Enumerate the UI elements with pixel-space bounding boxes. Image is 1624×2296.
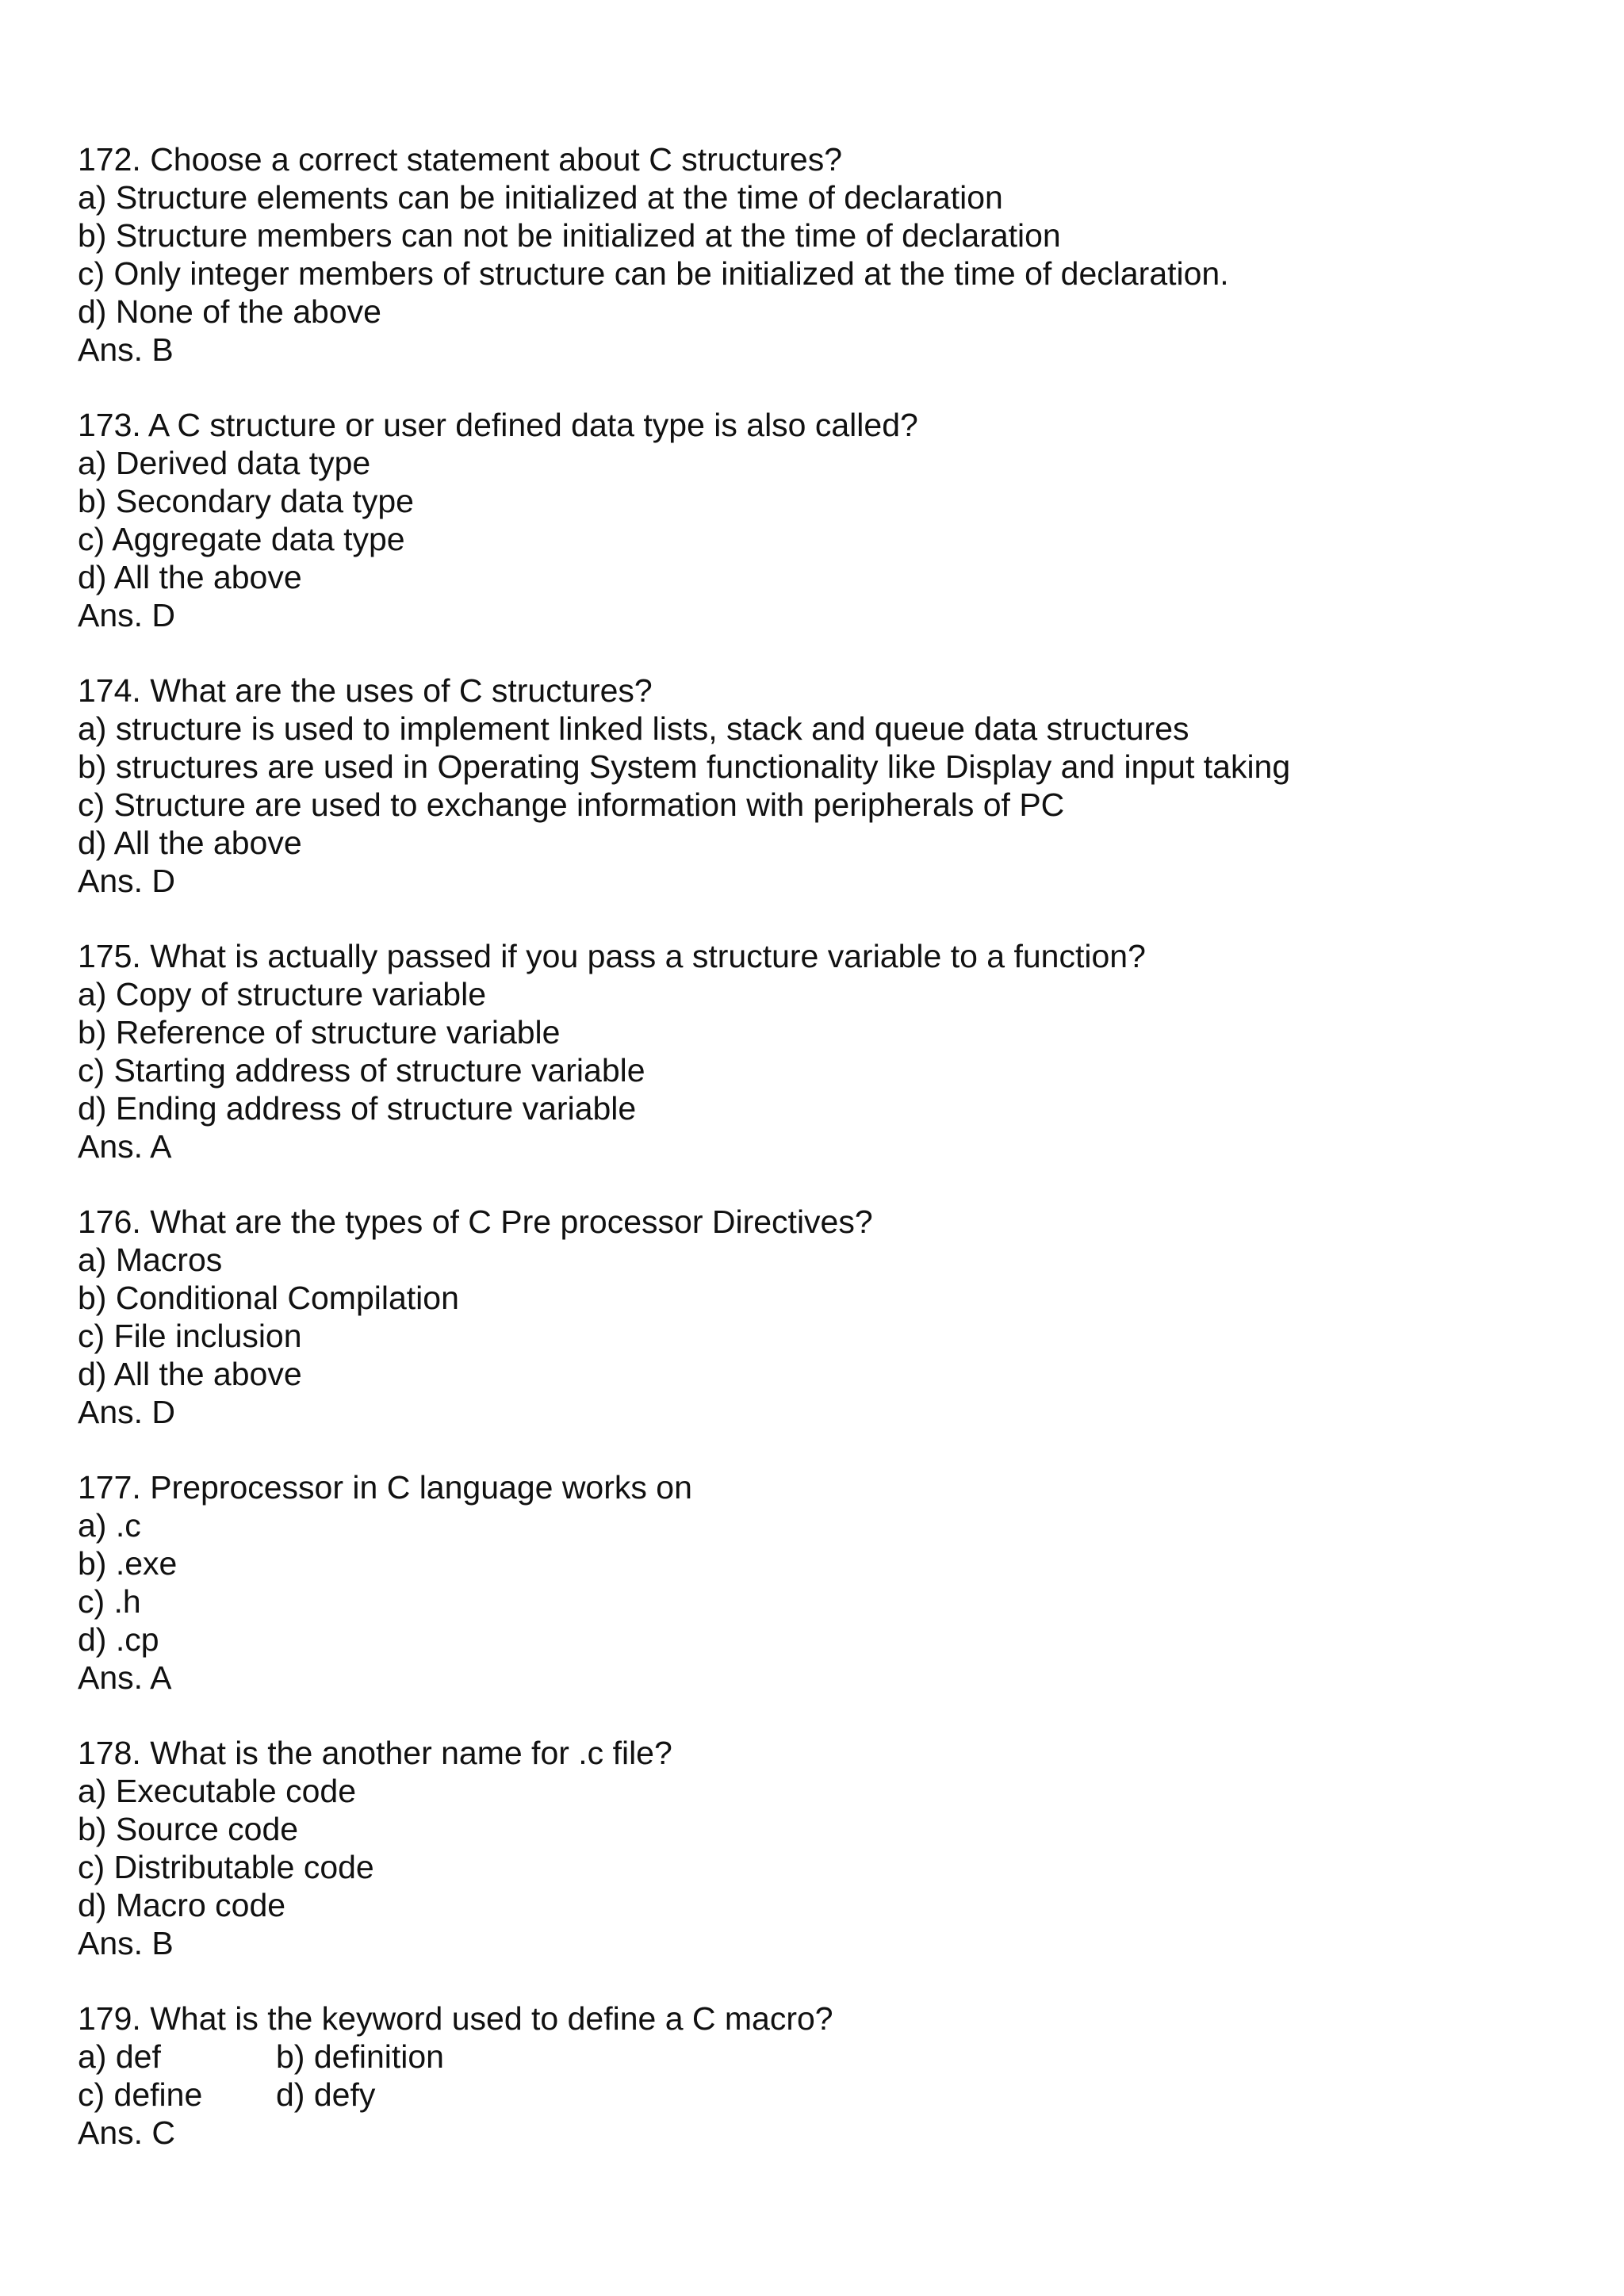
option-d: d) All the above (78, 1356, 302, 1392)
option-c: c) Aggregate data type (78, 521, 405, 557)
question-173 (78, 406, 1584, 634)
option-c: c) define (78, 2076, 203, 2113)
question-text: 178. What is the another name for .c file? (78, 1735, 672, 1771)
option-d: d) defy (276, 2076, 376, 2113)
option-b: b) Secondary data type (78, 483, 414, 519)
question-text: 175. What is actually passed if you pass a structure variable to a function? (78, 938, 1146, 974)
option-a: a) def (78, 2038, 161, 2075)
option-c: c) Starting address of structure variable (78, 1052, 645, 1089)
option-a: a) .c (78, 1507, 141, 1544)
option-a: a) Structure elements can be initialized at the time of declaration (78, 179, 1003, 216)
answer: Ans. D (78, 863, 176, 899)
question-178 (78, 1734, 1584, 1962)
question-text: 174. What are the uses of C structures? (78, 672, 653, 709)
question-text: 177. Preprocessor in C language works on (78, 1469, 692, 1506)
option-d: d) Ending address of structure variable (78, 1090, 637, 1127)
answer: Ans. B (78, 331, 174, 368)
answer: Ans. A (78, 1128, 172, 1165)
option-c: c) Structure are used to exchange information with peripherals of PC (78, 786, 1065, 823)
option-a: a) structure is used to implement linked lists, stack and queue data structures (78, 710, 1189, 747)
question-175 (78, 937, 1584, 1165)
question-text: 179. What is the keyword used to define a C macro? (78, 2000, 833, 2037)
option-b: b) definition (276, 2038, 444, 2075)
question-177 (78, 1468, 1584, 1697)
option-d: d) None of the above (78, 293, 381, 330)
question-172 (78, 140, 1584, 369)
option-a: a) Copy of structure variable (78, 976, 487, 1012)
option-b: b) Source code (78, 1811, 299, 1847)
question-text: 176. What are the types of C Pre processor Directives? (78, 1203, 873, 1240)
option-b: b) Reference of structure variable (78, 1014, 561, 1050)
answer: Ans. A (78, 1659, 172, 1696)
option-c: c) File inclusion (78, 1318, 302, 1354)
option-d: d) All the above (78, 825, 302, 861)
option-c: c) Distributable code (78, 1849, 374, 1885)
option-d: d) Macro code (78, 1887, 286, 1923)
options-grid (78, 2038, 1584, 2114)
option-d: d) All the above (78, 559, 302, 595)
option-c: c) Only integer members of structure can be initialized at the time of declaration. (78, 255, 1229, 292)
answer: Ans. D (78, 1394, 176, 1430)
question-179 (78, 1999, 1584, 2152)
option-c: c) .h (78, 1583, 141, 1620)
option-b: b) structures are used in Operating System functionality like Display and input taking (78, 748, 1291, 785)
answer: Ans. C (78, 2114, 176, 2151)
answer: Ans. B (78, 1925, 174, 1961)
option-b: b) Conditional Compilation (78, 1280, 459, 1316)
option-b: b) Structure members can not be initialized at the time of declaration (78, 217, 1061, 254)
option-a: a) Macros (78, 1242, 223, 1278)
option-d: d) .cp (78, 1621, 159, 1658)
question-174 (78, 672, 1584, 900)
question-text: 172. Choose a correct statement about C structures? (78, 141, 843, 178)
option-a: a) Executable code (78, 1773, 357, 1809)
option-b: b) .exe (78, 1545, 178, 1582)
question-176 (78, 1203, 1584, 1431)
question-page (78, 140, 1584, 2189)
answer: Ans. D (78, 597, 176, 633)
option-a: a) Derived data type (78, 445, 371, 481)
question-text: 173. A C structure or user defined data type is also called? (78, 407, 918, 443)
